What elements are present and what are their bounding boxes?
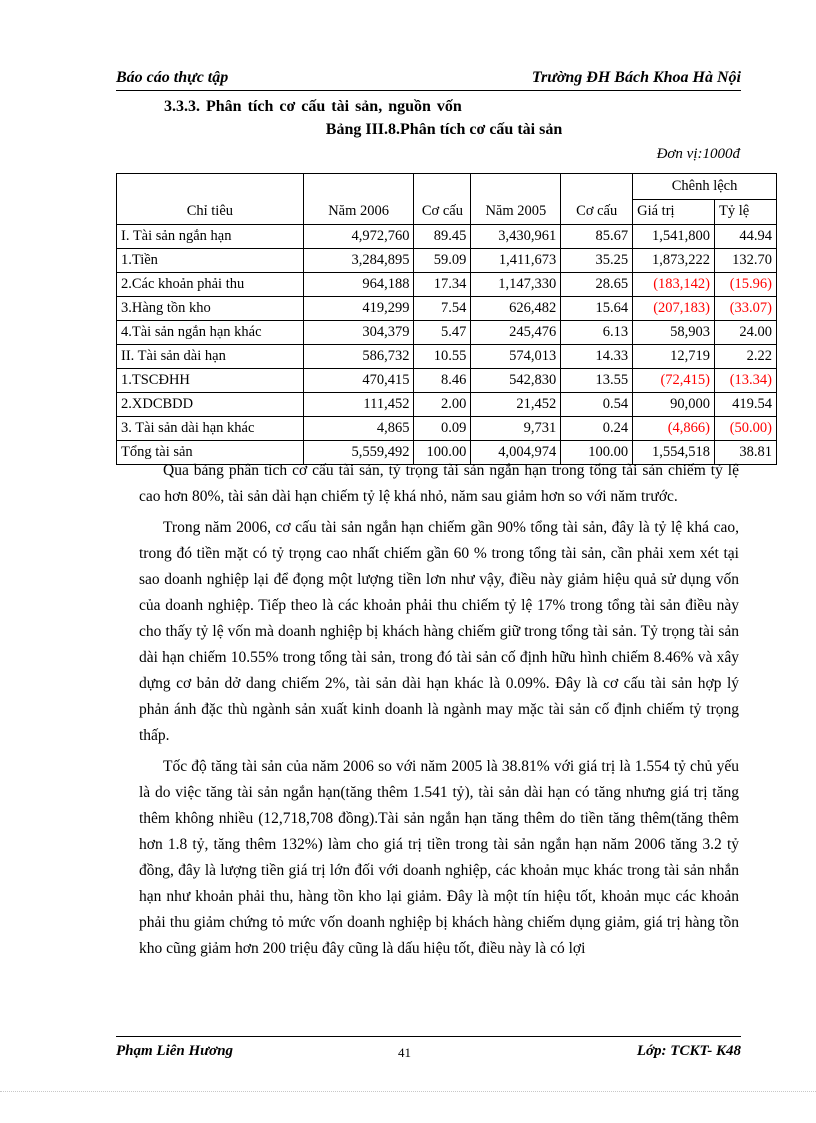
cell-s2006: 7.54 — [414, 297, 471, 321]
table-title: Bảng III.8.Phân tích cơ cấu tài sản — [325, 121, 563, 138]
cell-y2006: 4,865 — [303, 417, 414, 441]
cell-value: 90,000 — [633, 393, 715, 417]
header-report-title: Báo cáo thực tập — [116, 69, 229, 86]
cell-label: I. Tài sản ngắn hạn — [117, 225, 304, 249]
cell-s2005: 0.54 — [561, 393, 633, 417]
cell-pct: (33.07) — [715, 297, 777, 321]
cell-y2006: 3,284,895 — [303, 249, 414, 273]
cell-y2006: 419,299 — [303, 297, 414, 321]
cell-pct: (50.00) — [715, 417, 777, 441]
table-row — [117, 297, 777, 321]
cell-value: 1,873,222 — [633, 249, 715, 273]
page-header — [116, 68, 741, 91]
cell-s2005: 15.64 — [561, 297, 633, 321]
cell-y2006: 111,452 — [303, 393, 414, 417]
page-edge-divider — [0, 1091, 816, 1092]
cell-value: 12,719 — [633, 345, 715, 369]
header-year-2005: Năm 2005 — [471, 174, 561, 225]
header-diff-value: Giá trị — [633, 199, 715, 225]
cell-pct: 132.70 — [715, 249, 777, 273]
paragraph: Trong năm 2006, cơ cấu tài sản ngắn hạn chiếm gần 90% tổng tài sản, đây là tỷ lệ khá cao, trong đó tiền mặt có tỷ trọng cao nhất chiếm gần 60 % trong tổng tài sản, cần phải xem xét tại sao doanh nghiệp lại để đọng một lượng tiền lơn như vậy, điều này giảm hiệu quả sử dụng vốn của doanh nghiệp. Tiếp theo là các khoản phải thu chiếm tỷ lệ 17% trong tổng tài sản điều này cho thấy tỷ lệ vốn mà doanh nghiệp bị khách hàng chiếm giữ trong tổng tài sản. Tỷ trọng tài sản dài hạn chiếm 10.55% trong tổng tài sản, trong đó tài sản cố định hữu hình chiếm 8.46% và xây dựng cơ bản dở dang chiếm 2%, tài sản dài hạn khác là 0.09%. Đây là cơ cấu tài sản hợp lý phản ánh đặc thù ngành sản xuất kinh doanh là ngành may mặc tài sản cố định chiếm tỷ trọng thấp. — [139, 519, 739, 744]
cell-value: (207,183) — [633, 297, 715, 321]
header-diff-pct: Tỷ lệ — [715, 199, 777, 225]
header-university: Trường ĐH Bách Khoa Hà Nội — [531, 69, 741, 86]
cell-y2005: 245,476 — [471, 321, 561, 345]
cell-y2006: 5,559,492 — [303, 441, 414, 465]
cell-y2006: 470,415 — [303, 369, 414, 393]
page-number: 41 — [398, 1045, 411, 1060]
header-year-2006: Năm 2006 — [303, 174, 414, 225]
cell-s2006: 59.09 — [414, 249, 471, 273]
cell-label: 3. Tài sản dài hạn khác — [117, 417, 304, 441]
cell-s2006: 8.46 — [414, 369, 471, 393]
cell-pct: (15.96) — [715, 273, 777, 297]
cell-pct: 2.22 — [715, 345, 777, 369]
footer-class: Lớp: TCKT- K48 — [636, 1043, 741, 1059]
cell-pct: (13.34) — [715, 369, 777, 393]
cell-pct: 24.00 — [715, 321, 777, 345]
table-header-row — [117, 174, 777, 200]
cell-y2006: 304,379 — [303, 321, 414, 345]
cell-pct: 44.94 — [715, 225, 777, 249]
cell-s2005: 13.55 — [561, 369, 633, 393]
analysis-text — [139, 458, 739, 967]
cell-s2006: 2.00 — [414, 393, 471, 417]
cell-s2005: 14.33 — [561, 345, 633, 369]
cell-y2005: 574,013 — [471, 345, 561, 369]
cell-y2006: 586,732 — [303, 345, 414, 369]
cell-label: 4.Tài sản ngắn hạn khác — [117, 321, 304, 345]
header-difference: Chênh lệch — [633, 174, 777, 200]
paragraph: Tốc độ tăng tài sản của năm 2006 so với năm 2005 là 38.81% với giá trị là 1.554 tỷ chủ yếu là do việc tăng tài sản ngắn hạn(tăng thêm 1.541 tỷ), tài sản dài hạn có tăng nhưng giá trị tăng thêm không nhiều (12,718,708 đồng).Tài sản ngắn hạn tăng thêm do tiền tăng thêm(tăng thêm hơn 1.8 tỷ, tăng thêm 132%) làm cho giá trị tiền trong tài sản ngắn hạn năm 2006 tăng 3.2 tỷ đồng, đây là lượng tiền giá trị lớn đối với doanh nghiệp, các khoản mục khác trong tài sản nhắn hạn như khoản phải thu, hàng tồn kho lại giảm. Đây là một tín hiệu tốt, khoản mục các khoản phải thu giảm chứng tỏ mức vốn doanh nghiệp bị khách hàng chiếm dụng giảm, giá trị hàng tồn kho cũng giảm hơn 200 triệu đây cũng là dấu hiệu tốt, điều này là có lợi — [139, 758, 739, 957]
cell-y2006: 964,188 — [303, 273, 414, 297]
cell-value: (183,142) — [633, 273, 715, 297]
cell-pct: 38.81 — [715, 441, 777, 465]
cell-label: 2.Các khoản phải thu — [117, 273, 304, 297]
cell-label: 1.TSCĐHH — [117, 369, 304, 393]
cell-y2005: 542,830 — [471, 369, 561, 393]
cell-label: Tổng tài sản — [117, 441, 304, 465]
footer-author: Phạm Liên Hương — [116, 1043, 234, 1059]
cell-value: (72,415) — [633, 369, 715, 393]
cell-label: 2.XDCBDD — [117, 393, 304, 417]
unit-label: Đơn vị:1000đ — [656, 146, 740, 162]
cell-s2006: 10.55 — [414, 345, 471, 369]
cell-value: 1,554,518 — [633, 441, 715, 465]
table-row — [117, 345, 777, 369]
asset-structure-table — [116, 173, 777, 465]
header-share-2005: Cơ cấu — [561, 174, 633, 225]
header-indicator: Chỉ tiêu — [117, 174, 304, 225]
table-row — [117, 225, 777, 249]
table-row — [117, 417, 777, 441]
table-row — [117, 369, 777, 393]
cell-y2005: 1,411,673 — [471, 249, 561, 273]
cell-y2005: 21,452 — [471, 393, 561, 417]
cell-y2006: 4,972,760 — [303, 225, 414, 249]
table-row — [117, 393, 777, 417]
header-share-2006: Cơ cấu — [414, 174, 471, 225]
table-row — [117, 249, 777, 273]
cell-s2005: 100.00 — [561, 441, 633, 465]
cell-s2005: 6.13 — [561, 321, 633, 345]
cell-s2006: 100.00 — [414, 441, 471, 465]
page-footer — [116, 1036, 741, 1061]
cell-value: 1,541,800 — [633, 225, 715, 249]
cell-y2005: 3,430,961 — [471, 225, 561, 249]
cell-s2005: 0.24 — [561, 417, 633, 441]
paragraph: Qua bảng phân tích cơ cấu tài sản, tỷ trọng tài sản ngắn hạn trong tổng tài sản chiếm tỷ lệ cao hơn 80%, tài sản dài hạn chiếm tỷ lệ khá nhỏ, năm sau giảm hơn so với năm trước. — [139, 462, 739, 505]
cell-s2005: 35.25 — [561, 249, 633, 273]
cell-s2006: 17.34 — [414, 273, 471, 297]
cell-label: II. Tài sản dài hạn — [117, 345, 304, 369]
cell-s2006: 0.09 — [414, 417, 471, 441]
table-row — [117, 321, 777, 345]
cell-s2006: 89.45 — [414, 225, 471, 249]
cell-value: (4,866) — [633, 417, 715, 441]
cell-value: 58,903 — [633, 321, 715, 345]
cell-y2005: 1,147,330 — [471, 273, 561, 297]
cell-y2005: 9,731 — [471, 417, 561, 441]
cell-label: 1.Tiền — [117, 249, 304, 273]
section-title: 3.3.3. Phân tích cơ cấu tài sản, nguồn vốn — [164, 98, 462, 115]
cell-label: 3.Hàng tồn kho — [117, 297, 304, 321]
cell-s2006: 5.47 — [414, 321, 471, 345]
cell-y2005: 4,004,974 — [471, 441, 561, 465]
table-row — [117, 273, 777, 297]
cell-s2005: 85.67 — [561, 225, 633, 249]
cell-y2005: 626,482 — [471, 297, 561, 321]
cell-s2005: 28.65 — [561, 273, 633, 297]
cell-pct: 419.54 — [715, 393, 777, 417]
